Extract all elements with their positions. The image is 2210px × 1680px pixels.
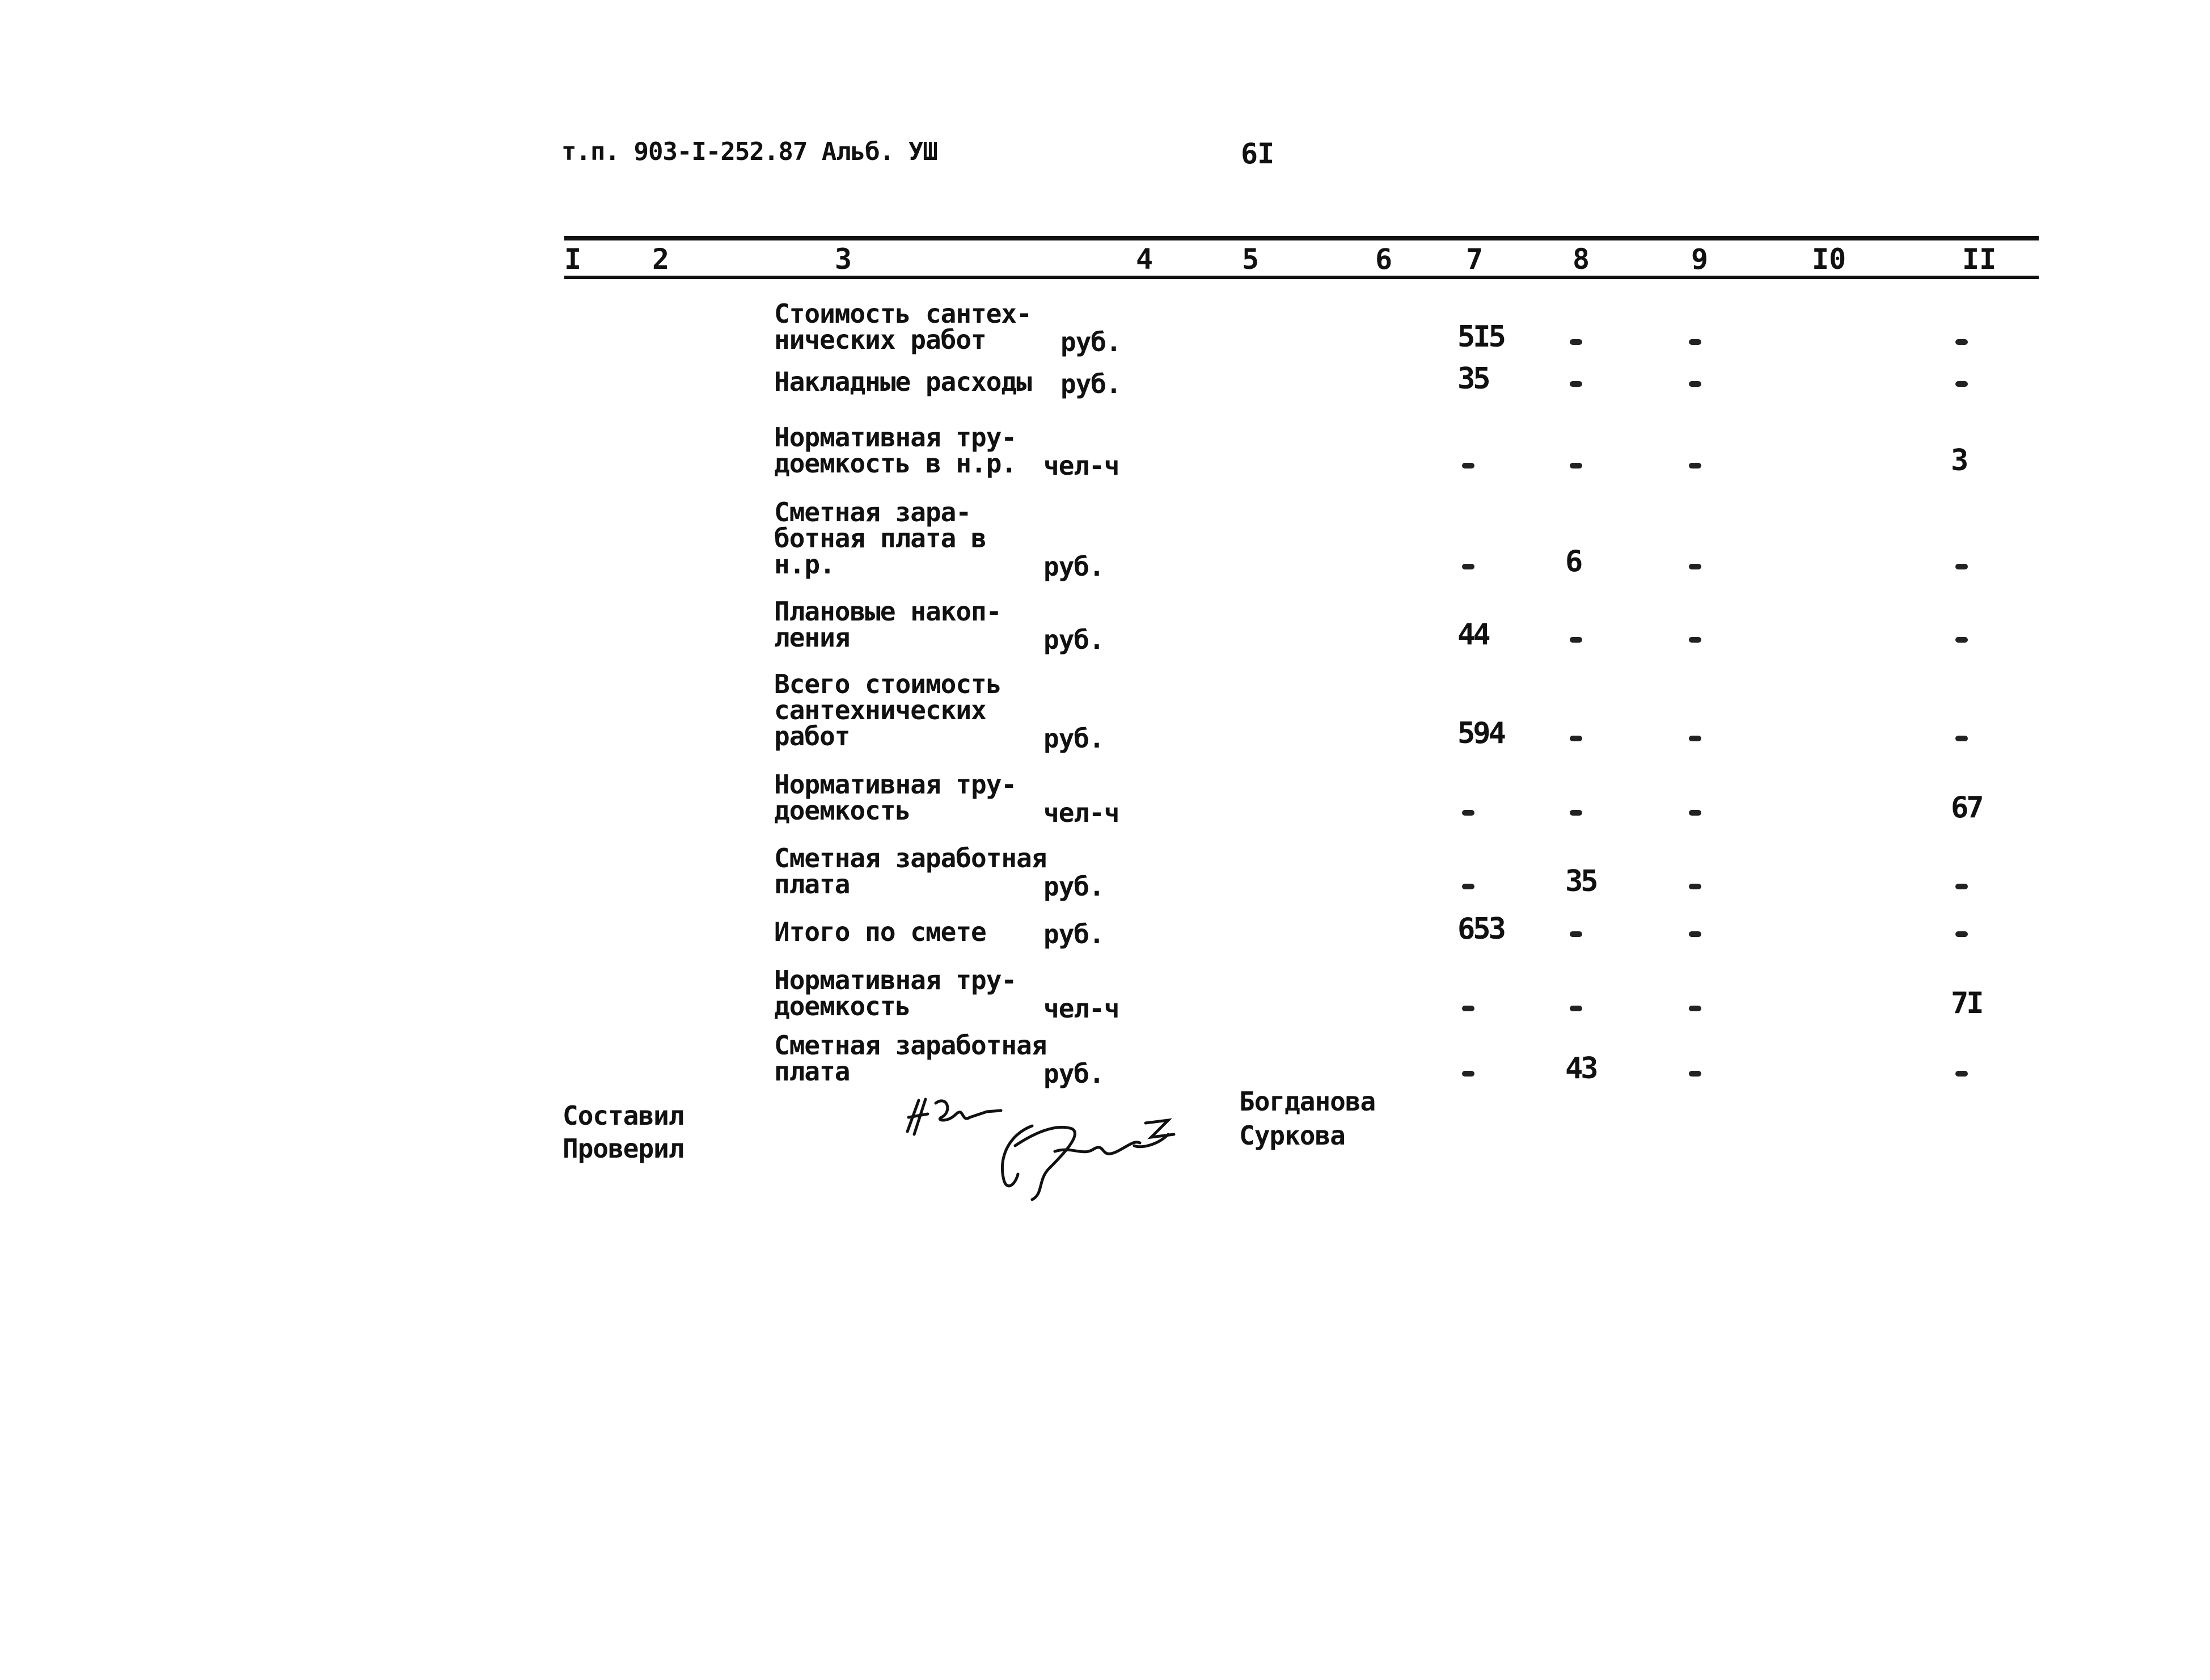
table-top-rule [564, 236, 2039, 240]
row-description-line: Сметная заработная [774, 1030, 1047, 1061]
cell-col-7 [1462, 884, 1474, 889]
column-number-4: 4 [1136, 243, 1153, 276]
cell-col-11 [1955, 381, 1968, 387]
column-number-9: 9 [1691, 243, 1709, 276]
cell-col-9 [1689, 339, 1701, 345]
row-description-line: доемкость [774, 795, 911, 826]
cell-col-9 [1689, 463, 1701, 468]
row-description-line: Стоимость сантех- [774, 298, 1032, 329]
cell-col-11 [1955, 931, 1968, 937]
cell-col-7: 35 [1457, 362, 1489, 396]
row-unit: руб. [1043, 1058, 1104, 1089]
checked-by-name: Суркова [1239, 1120, 1345, 1151]
row-description-line: Накладные расходы [774, 366, 1032, 397]
column-number-11: II [1962, 243, 1997, 276]
column-number-8: 8 [1573, 243, 1590, 276]
cell-col-8 [1570, 463, 1582, 468]
row-description [774, 1030, 1047, 1087]
row-unit: руб. [1043, 919, 1104, 949]
row-description-line: плата [774, 869, 850, 900]
cell-col-9 [1689, 884, 1701, 889]
cell-col-8 [1570, 339, 1582, 345]
column-number-6: 6 [1375, 243, 1393, 276]
row-description-line: ления [774, 622, 850, 653]
row-description-line: н.р. [774, 549, 835, 580]
column-number-1: I [564, 243, 582, 276]
row-description [774, 771, 1016, 824]
row-description [774, 669, 1002, 752]
cell-col-7: 5I5 [1457, 320, 1504, 354]
cell-col-9 [1689, 381, 1701, 387]
row-description-line: плата [774, 1056, 850, 1087]
compiled-by-name: Богданова [1239, 1086, 1376, 1117]
cell-col-11: 67 [1951, 791, 1982, 825]
column-number-3: 3 [835, 243, 852, 276]
cell-col-9 [1689, 810, 1701, 816]
cell-col-11 [1955, 736, 1968, 741]
cell-col-7 [1462, 1006, 1474, 1011]
row-description-line: Нормативная тру- [774, 965, 1017, 995]
row-description [774, 919, 986, 945]
cell-col-11 [1955, 1071, 1968, 1077]
cell-col-8 [1570, 637, 1582, 643]
cell-col-8 [1570, 736, 1582, 741]
row-description [774, 497, 986, 580]
cell-col-11 [1955, 884, 1968, 889]
row-description-line: сантехнических [774, 695, 986, 725]
row-description [774, 843, 1047, 900]
row-unit: руб. [1060, 327, 1121, 357]
cell-col-7: 44 [1457, 618, 1489, 652]
row-description-line: нических работ [774, 324, 986, 355]
cell-col-7 [1462, 810, 1474, 816]
cell-col-8 [1570, 1006, 1582, 1011]
cell-col-8: 35 [1565, 864, 1596, 898]
column-number-5: 5 [1242, 243, 1260, 276]
row-unit: чел-ч [1043, 450, 1119, 481]
row-unit: руб. [1043, 624, 1104, 655]
checked-by-label: Проверил [563, 1133, 684, 1164]
column-number-2: 2 [652, 243, 670, 276]
cell-col-8: 43 [1565, 1052, 1596, 1086]
cell-col-9 [1689, 637, 1701, 643]
cell-col-8 [1570, 810, 1582, 816]
row-unit: руб. [1060, 369, 1121, 399]
row-description-line: доемкость в н.р. [774, 448, 1017, 479]
cell-col-9 [1689, 736, 1701, 741]
row-description-line: Всего стоимость [774, 669, 1002, 699]
cell-col-7 [1462, 564, 1474, 569]
row-description-line: ботная плата в [774, 523, 986, 554]
cell-col-11 [1955, 339, 1968, 345]
row-description [774, 298, 1032, 355]
row-description [774, 366, 1032, 397]
row-description-line: Плановые накоп- [774, 596, 1002, 627]
row-description-line: Сметная заработная [774, 843, 1047, 873]
cell-col-7 [1462, 463, 1474, 468]
cell-col-9 [1689, 931, 1701, 937]
row-description [774, 598, 1001, 651]
compiled-by-label: Составил [563, 1100, 684, 1131]
cell-col-8 [1570, 381, 1582, 387]
row-description [774, 967, 1016, 1019]
cell-col-9 [1689, 564, 1701, 569]
table-header-rule [564, 276, 2039, 279]
cell-col-9 [1689, 1071, 1701, 1077]
cell-col-11 [1955, 637, 1968, 643]
row-unit: руб. [1043, 871, 1104, 902]
row-description-line: Нормативная тру- [774, 422, 1017, 453]
row-unit: чел-ч [1043, 797, 1119, 828]
row-unit: чел-ч [1043, 993, 1119, 1024]
cell-col-8: 6 [1565, 544, 1581, 579]
cell-col-11 [1955, 564, 1968, 569]
row-unit: руб. [1043, 551, 1104, 582]
row-description-line: Нормативная тру- [774, 769, 1017, 800]
cell-col-9 [1689, 1006, 1701, 1011]
column-number-10: I0 [1812, 243, 1846, 276]
column-number-7: 7 [1466, 243, 1484, 276]
cell-col-7: 653 [1457, 912, 1504, 946]
cell-col-11: 7I [1951, 986, 1982, 1020]
cell-col-8 [1570, 931, 1582, 937]
cell-col-7 [1462, 1071, 1474, 1077]
handwritten-signatures [902, 1089, 1242, 1202]
cell-col-7: 594 [1457, 716, 1504, 750]
document-reference: т.п. 903-I-252.87 Альб. УШ [561, 137, 937, 166]
row-description-line: работ [774, 721, 850, 752]
row-unit: руб. [1043, 723, 1104, 754]
row-description [774, 422, 1017, 479]
row-description-line: доемкость [774, 991, 911, 1021]
cell-col-11: 3 [1951, 444, 1967, 478]
row-description-line: Сметная зара- [774, 497, 971, 527]
page-number: 6I [1241, 137, 1274, 170]
row-description-line: Итого по смете [774, 917, 986, 947]
